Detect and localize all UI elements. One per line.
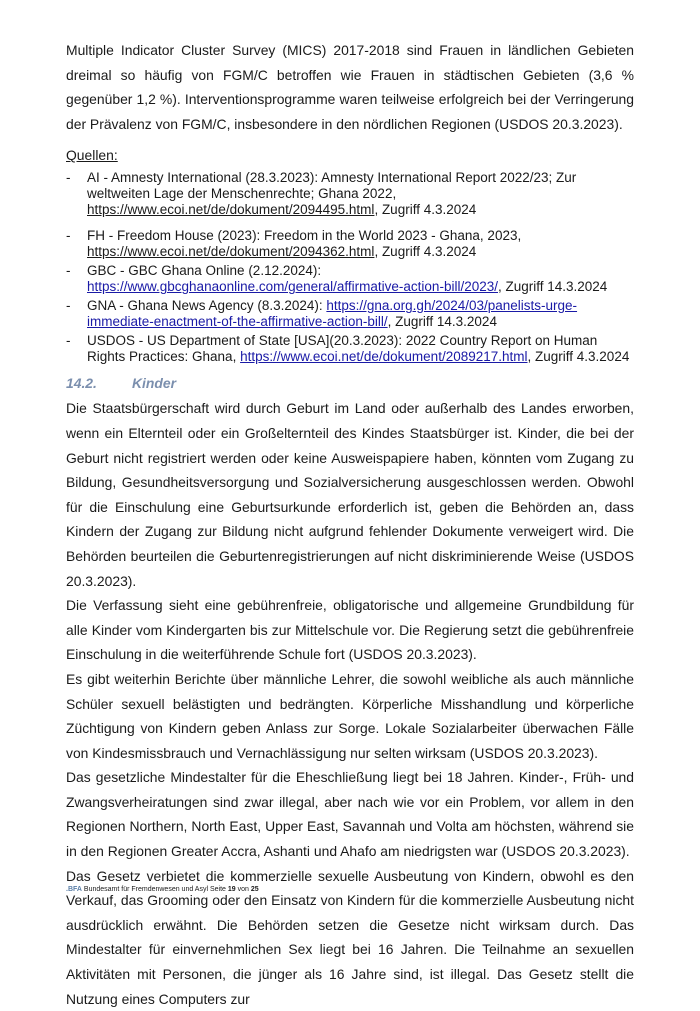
source-text: AI - Amnesty International (28.3.2023): Amnesty International Report 2022/23; Zur weltweiten Lage der Menschenrechte; Ghana 2022, — [87, 170, 577, 202]
source-text: USDOS - US Department of State [USA](20.3.2023): 2022 Country Report on Human Rights Practices: Ghana, — [87, 333, 598, 365]
section-title: Kinder — [132, 375, 176, 392]
source-item — [66, 228, 634, 260]
page-footer — [66, 886, 259, 893]
source-access-date: , Zugriff 14.3.2024 — [497, 279, 608, 295]
source-link[interactable]: https://gna.org.gh/2024/03/panelists-urge-immediate-enactment-of-the-affirmative-action-bill/ — [87, 298, 578, 330]
source-link[interactable]: https://www.gbcghanaonline.com/general/affirmative-action-bill/2023/ — [87, 279, 498, 295]
source-access-date: , Zugriff 4.3.2024 — [374, 244, 477, 260]
source-link[interactable]: https://www.ecoi.net/de/dokument/2094495.html — [87, 202, 375, 218]
source-access-date: , Zugriff 4.3.2024 — [527, 349, 630, 365]
source-text: FH - Freedom House (2023): Freedom in the World 2023 - Ghana, 2023, — [87, 228, 522, 244]
footer-text: Bundesamt für Fremdenwesen und Asyl Seite — [81, 886, 228, 893]
paragraph: Das gesetzliche Mindestalter für die Eheschließung liegt bei 18 Jahren. Kinder-, Früh- und Zwangsverheiratungen sind zwar illegal, aber nach wie vor ein Problem, vor allem in den Regionen Northern, North East, Upper East, Savannah und Volta am höchsten, während sie in den Regionen Greater Accra, Ashanti und Ahafo am niedrigsten war (USDOS 20.3.2023). — [66, 769, 634, 860]
source-item — [66, 298, 634, 330]
section-number: 14.2. — [66, 375, 97, 392]
bfa-logo: .BFA — [66, 886, 82, 893]
page-content — [66, 38, 634, 1011]
source-access-date: , Zugriff 14.3.2024 — [387, 314, 497, 330]
source-item — [66, 263, 634, 295]
sources-heading: Quellen: — [66, 147, 118, 164]
source-link[interactable]: https://www.ecoi.net/de/dokument/2089217.html — [240, 349, 528, 365]
source-item — [66, 333, 634, 365]
paragraph: Es gibt weiterhin Berichte über männliche Lehrer, die sowohl weibliche als auch männliche Schüler sexuell belästigten und bedrängten. Körperliche Misshandlung und körperliche Züchtigung von Kindern geben Anlass zur Sorge. Lokale Sozialarbeiter überwachen Fälle von Kindesmissbrauch und Vernachlässigung nur selten wirksam (USDOS 20.3.2023). — [66, 670, 634, 761]
source-access-date: , Zugriff 4.3.2024 — [374, 202, 477, 218]
source-link[interactable]: https://www.ecoi.net/de/dokument/2094362.html — [87, 244, 375, 260]
section-heading — [66, 374, 634, 392]
source-text: GBC - GBC Ghana Online (2.12.2024): — [87, 263, 322, 279]
page-total: 25 — [250, 886, 259, 893]
intro-paragraph: Multiple Indicator Cluster Survey (MICS) 2017-2018 sind Frauen in ländlichen Gebieten dreimal so häufig von FGM/C betroffen wie Frauen in städtischen Gebieten (3,6 % gegenüber 1,2 %). Interventionsprogramme waren teilweise erfolgreich bei der Verringerung der Prävalenz von FGM/C, insbesondere in den nördlichen Regionen (USDOS 20.3.2023). — [66, 42, 634, 132]
paragraph: Das Gesetz verbietet die kommerzielle sexuelle Ausbeutung von Kindern, obwohl es den Verkauf, das Grooming oder den Einsatz von Kindern für die kommerzielle Ausbeutung nicht ausdrücklich erwähnt. Die Behörden setzen die Gesetze nicht wirksam durch. Das Mindestalter für einvernehmlichen Sex liegt bei 16 Jahren. Die Teilnahme an sexuellen Aktivitäten mit Personen, die jünger als 16 Jahre sind, ist illegal. Das Gesetz stellt die Nutzung eines Computers zur — [66, 867, 634, 1007]
sources-list — [66, 170, 634, 365]
source-item — [66, 170, 634, 218]
paragraph: Die Staatsbürgerschaft wird durch Geburt im Land oder außerhalb des Landes erworben, wenn ein Elternteil oder ein Großelternteil des Kindes Staatsbürger ist. Kinder, die bei der Geburt nicht registriert werden oder keine Ausweispapiere haben, könnten vom Zugang zu Bildung, Gesundheitsversorgung und Sozialversicherung ausgeschlossen werden. Obwohl für die Einschulung eine Geburtsurkunde erforderlich ist, geben die Behörden an, dass Kindern der Zugang zur Bildung nicht aufgrund fehlender Dokumente verweigert wird. Die Behörden beurteilen die Geburtenregistrierungen auf nicht diskriminierende Weise (USDOS 20.3.2023). — [66, 400, 634, 589]
footer-of: von — [235, 886, 251, 893]
page-number: 19 — [227, 886, 236, 893]
paragraph: Die Verfassung sieht eine gebührenfreie, obligatorische und allgemeine Grundbildung für alle Kinder vom Kindergarten bis zur Mittelschule vor. Die Regierung setzt die gebührenfreie Einschulung in die weiterführende Schule fort (USDOS 20.3.2023). — [66, 597, 634, 663]
source-text: GNA - Ghana News Agency (8.3.2024): — [87, 298, 327, 314]
